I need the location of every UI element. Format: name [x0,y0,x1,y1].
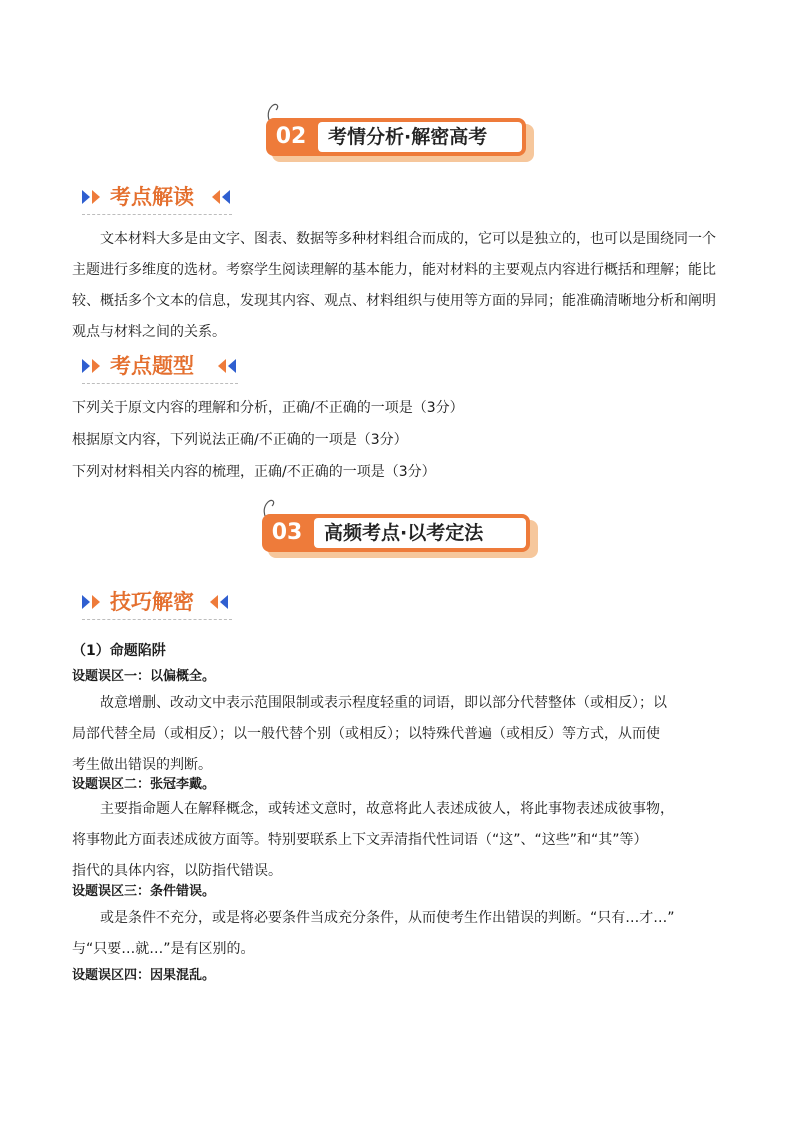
dashed-underline [82,383,238,384]
trap-line: 指代的具体内容，以防指代错误。 [72,863,282,879]
trap-body [72,903,732,965]
heading-text: 考点解读 [110,185,194,209]
trap-label: 设题误区一：以偏概全。 [72,669,216,684]
tixing-item: 下列对材料相关内容的梳理，正确/不正确的一项是（3分） [72,464,436,480]
trap-label: 设题误区四：因果混乱。 [72,968,216,983]
tixing-item: 根据原文内容，下列说法正确/不正确的一项是（3分） [72,432,408,448]
jiedu-line: 文本材料大多是由文字、图表、数据等多种材料组合而成的，它可以是独立的，也可以是围绕同一个 [100,231,716,247]
jiedu-line: 较、概括多个文本的信息，发现其内容、观点、材料组织与使用等方面的异同；能准确清晰地分析和阐明 [72,293,716,309]
trap-line: 局部代替全局（或相反）；以一般代替个别（或相反）；以特殊代普遍（或相反）等方式，从而使 [72,726,660,742]
double-arrow-left-icon [212,190,234,204]
trap-label: 设题误区二：张冠李戴。 [72,777,216,792]
banner-box [262,514,530,552]
trap-line: 将事物此方面表述成彼方面等。特别要联系上下文弄清指代性词语（“这”、“这些”和“其”等） [72,832,648,848]
mingti-title: （1）命题陷阱 [72,643,166,659]
section-banner-03 [262,514,538,558]
section-banner-02 [266,118,534,162]
trap-line: 考生做出错误的判断。 [72,757,212,773]
section-title: 考情分析·解密高考 [318,122,522,152]
jiedu-line: 主题进行多维度的选材。考察学生阅读理解的基本能力，能对材料的主要观点内容进行概括和理解；能比 [72,262,716,278]
double-arrow-right-icon [82,359,104,373]
heading-kaodian-jiedu [82,181,242,215]
double-arrow-left-icon [218,359,240,373]
jiedu-paragraph [72,224,732,348]
double-arrow-right-icon [82,595,104,609]
trap-body [72,794,732,887]
heading-kaodian-tixing [82,350,242,384]
trap-line: 或是条件不充分，或是将必要条件当成充分条件，从而使考生作出错误的判断。“只有…才…” [100,910,675,926]
trap-line: 主要指命题人在解释概念，或转述文意时，故意将此人表述成彼人，将此事物表述成彼事物， [100,801,674,817]
heading-text: 考点题型 [110,354,194,378]
banner-box [266,118,526,156]
section-number: 03 [271,520,303,545]
tixing-item: 下列关于原文内容的理解和分析，正确/不正确的一项是（3分） [72,400,464,416]
heading-text: 技巧解密 [110,590,194,614]
trap-line: 故意增删、改动文中表示范围限制或表示程度轻重的词语，即以部分代替整体（或相反）；以 [100,695,667,711]
trap-body [72,688,732,781]
trap-line: 与“只要…就…”是有区别的。 [72,941,255,957]
trap-label: 设题误区三：条件错误。 [72,884,216,899]
double-arrow-left-icon [210,595,232,609]
jiedu-line: 观点与材料之间的关系。 [72,324,226,340]
section-title: 高频考点·以考定法 [314,518,526,548]
section-number: 02 [275,124,307,149]
dashed-underline [82,619,232,620]
double-arrow-right-icon [82,190,104,204]
dashed-underline [82,214,232,215]
heading-jiqiao [82,586,242,620]
